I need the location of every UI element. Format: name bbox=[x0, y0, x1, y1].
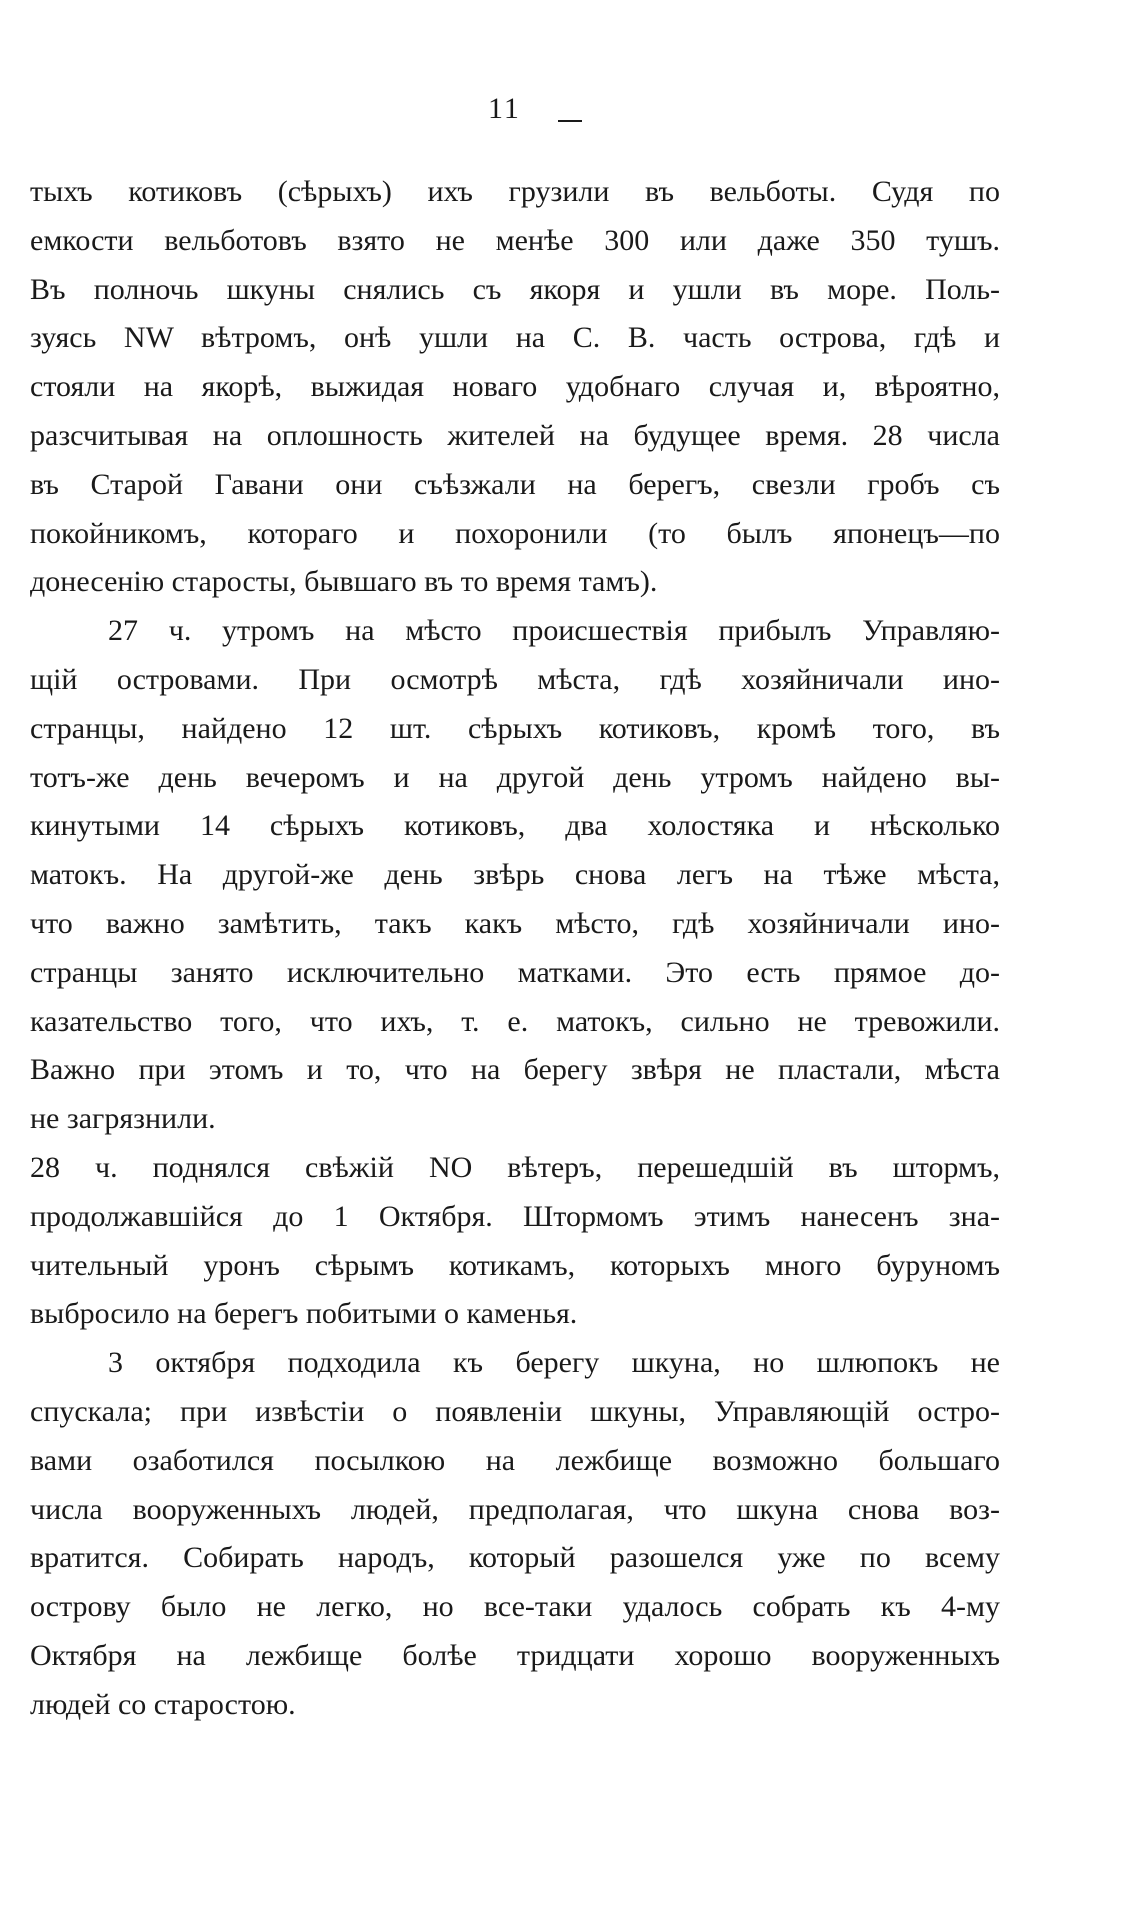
text-line: выбросило на берегъ побитыми о каменья. bbox=[30, 1297, 578, 1331]
page-number: 11 bbox=[488, 92, 521, 125]
text-line: странцы, найдено 12 шт. сѣрыхъ котиковъ, кромѣ того, въ bbox=[30, 711, 1000, 745]
header-rule bbox=[558, 120, 582, 122]
text-line: продолжавшійся до 1 Октября. Штормомъ этимъ нанесенъ зна- bbox=[30, 1199, 1000, 1233]
text-line: людей со старостою. bbox=[30, 1687, 296, 1721]
text-line: казательство того, что ихъ, т. е. матокъ, сильно не тревожили. bbox=[30, 1004, 1000, 1038]
page-header bbox=[0, 92, 1140, 132]
text-line: 3 октября подходила къ берегу шкуна, но шлюпокъ не bbox=[108, 1346, 1000, 1380]
text-line: острову было не легко, но все-таки удалось собрать къ 4-му bbox=[30, 1590, 1000, 1624]
text-line: 27 ч. утромъ на мѣсто происшествія прибылъ Управляю- bbox=[108, 614, 1000, 648]
text-line: чительный уронъ сѣрымъ котикамъ, которыхъ много буруномъ bbox=[30, 1248, 1000, 1282]
text-line: емкости вельботовъ взято не менѣе 300 или даже 350 тушъ. bbox=[30, 223, 1000, 257]
text-line: Въ полночь шкуны снялись съ якоря и ушли въ море. Поль- bbox=[30, 272, 1000, 306]
text-line: числа вооруженныхъ людей, предполагая, что шкуна снова воз- bbox=[30, 1492, 1000, 1526]
body-text bbox=[30, 168, 1000, 1730]
text-line: въ Старой Гавани они съѣзжали на берегъ, свезли гробъ съ bbox=[30, 467, 1000, 501]
text-line: щій островами. При осмотрѣ мѣста, гдѣ хозяйничали ино- bbox=[30, 662, 1000, 696]
text-line: вами озаботился посылкою на лежбище возможно большаго bbox=[30, 1443, 1000, 1477]
text-line: странцы занято исключительно матками. Это есть прямое до- bbox=[30, 955, 1000, 989]
text-line: зуясь NW вѣтромъ, онѣ ушли на С. В. часть острова, гдѣ и bbox=[30, 321, 1000, 355]
text-line: что важно замѣтить, такъ какъ мѣсто, гдѣ хозяйничали ино- bbox=[30, 906, 1000, 940]
text-line: покойникомъ, котораго и похоронили (то былъ японецъ—по bbox=[30, 516, 1000, 550]
text-line: стояли на якорѣ, выжидая новаго удобнаго случая и, вѣроятно, bbox=[30, 370, 1000, 404]
text-line: матокъ. На другой-же день звѣрь снова легъ на тѣже мѣста, bbox=[30, 858, 1000, 892]
text-line: 28 ч. поднялся свѣжій NO вѣтеръ, перешедшій въ штормъ, bbox=[30, 1150, 1000, 1184]
text-line: Важно при этомъ и то, что на берегу звѣря не пластали, мѣста bbox=[30, 1053, 1000, 1087]
text-line: разсчитывая на оплошность жителей на будущее время. 28 числа bbox=[30, 418, 1000, 452]
text-line: спускала; при извѣстіи о появленіи шкуны, Управляющій остро- bbox=[30, 1394, 1000, 1428]
text-line: не загрязнили. bbox=[30, 1102, 216, 1136]
text-line: донесенію старосты, бывшаго въ то время тамъ). bbox=[30, 565, 658, 599]
text-line: Октября на лежбище болѣе тридцати хорошо вооруженныхъ bbox=[30, 1638, 1000, 1672]
text-line: тотъ-же день вечеромъ и на другой день утромъ найдено вы- bbox=[30, 760, 1000, 794]
text-line: тыхъ котиковъ (сѣрыхъ) ихъ грузили въ вельботы. Судя по bbox=[30, 175, 1000, 208]
text-line: кинутыми 14 сѣрыхъ котиковъ, два холостяка и нѣсколько bbox=[30, 809, 1000, 843]
text-line: вратится. Собирать народъ, который разошелся уже по всему bbox=[30, 1541, 1000, 1575]
